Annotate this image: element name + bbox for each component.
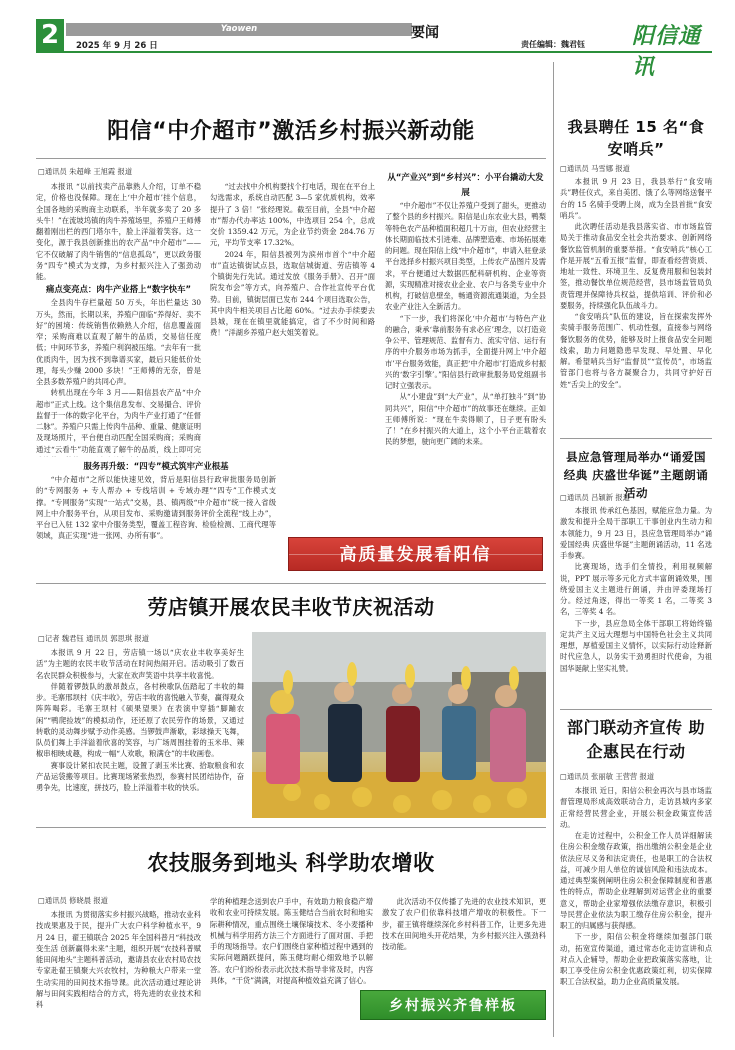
article1-col2 <box>210 181 375 457</box>
right-column-rule <box>553 62 554 1037</box>
right2-para: 比赛现场，选手们全情投，利用视频解说，PPT 展示等多元化方式丰富朗诵效果，围绕爱国主义主题进行朗诵，并由评委现场打分。经过角逐，得出一等奖 1 名，二等奖 3 名，三等奖 4 名。 <box>560 562 712 617</box>
right3-para: 在走访过程中，公积金工作人员详细解读住房公积金缴存政策，指出缴纳公积金是企业依法应尽义务和法定责任，也是职工的合法权益，可减少用人单位的诚信风险和违法成本。通过典型案例阐明住房公积金保障制度和普惠性的特点，帮助企业理解到对运营企业的重要意义，帮助企业家增强依法缴存意识，积极引导民营企业依法为职工缴存住房公积金，提升职工的归属感与获得感。 <box>560 831 712 930</box>
article1-col1-para: 全县肉牛存栏量超 50 万头，年出栏量达 30 万头，然而，长期以来，养殖户面临“养得好、卖不好”的困境：传统销售依赖熟人介绍，信息覆盖面窄；采购商难以直观了解牛的品质，交易信任度低；中间环节多，养殖户利润被压缩。“去年有一批优质肉牛，因为找不到靠谱买家，最后只能低价处理，每头少赚 2000 多块！”王师傅的无奈，曾是全县多数养殖户的共同心声。 <box>36 298 201 386</box>
article1-col2-para: “过去找中介机构要找个打电话，现在在平台上勾选需求，系统自动匹配 3—5 家优质机构，效率提升了 3 倍！”张经理说。截至目前，全县“中介超市”帮办代办率达 100%，中选项目 254 个，总成交价 1359.42 万元，为企业节约资金 284.76 万元，平均节支率 17.32%。 <box>210 182 375 248</box>
section-divider <box>560 709 712 710</box>
article3-col3 <box>382 896 546 978</box>
article1-col3-para: “中介超市”不仅让养殖户受到了甜头，更推动了整个县的乡村振兴。阳信是山东农业大县，鸭梨等特色农产品种植面积超几十万亩，但农业经营主体长期面临技术引进难、品牌塑造难、市场拓展难的问题。现在阳信上线“中介超市”，申请入驻登录平台选择乡村振兴项目类型，上传农产品图片及需求，平台便通过大数据匹配科研机构、企业等资源，实现精准对接农业企业、农户与各类专业中介机构，打破信息壁垒，畅通资源流通渠道，为全县农业产业注入全新活力。 <box>385 201 546 312</box>
article1-col3-para: “下一步，我们将深化‘中介超市’与特色产业的融合，秉承‘靠前服务有求必应’理念，以打造竞争公平、管理规范、监督有力、流实守信、运行有序的中介服务市场为抓手，全面提升网上‘中介超市’平台服务效能，真正把‘中介超市’打造成乡村振兴的‘数字引擎’。”阳信县行政审批服务局党组副书记时立强表示。 <box>385 313 546 390</box>
article3-col1 <box>36 909 201 1035</box>
article2-para: 本报讯 9 月 22 日，劳店镇一场以“庆农业丰收享美好生活”为主题的农民丰收节活动在时间热闹开启。活动吸引了数百名农民群众积极参与，大家在欢声笑语中共享丰收喜悦。 <box>36 648 244 680</box>
article3-para: 学的种植理念送到农户手中，有效助力粮食稳产增收和农业可持续发展。陈玉健结合当前农时和地实际耕种情况，重点围绕土壤保墒技术、冬小麦播种机械与科学用药方法三个方面进行了面对面、手把手的现场指导。农户们围绕自家种植过程中遇到的实际问题踊跃提问，陈玉健均耐心细致地予以解答。农户们纷纷表示此次技术指导非常及时，内容具体，“干货”满满，对提高种植效益充满了信心。 <box>210 897 373 985</box>
right1-byline: □通讯员 马雪娜 报道 <box>560 164 630 173</box>
article3-col2 <box>210 896 373 1035</box>
right2-para: 下一步，县应急局全体干部职工将始终锚定共产主义远大理想与中国特色社会主义共同理想，厚植爱国主义情怀，以实际行动诠释新时代应急人，以务实干劲勇担时代使命，为祖国华诞献上坚实礼赞。 <box>560 618 712 673</box>
right3-para: 本报讯 近日，阳信公积金再次与县市场监督管理局形成高效联动合力，走访县城内多家正常经营民营企业，开展公积金政策宣传活动。 <box>560 786 712 829</box>
article2-para: 伴随着锣鼓队的激昂鼓点，各村秧歌队伍踏起了丰收的舞步。毛寨邢坝村《庆丰收》，劳店丰收的喜悦融入节奏，赢得观众阵阵喝彩。毛寨王坝村《硕果望果》在表演中穿插“脚蹦农闲”“鸭爬捡坡”的模拟动作，还还原了农民劳作的场景，又通过转歌的灵动舞步赋予动作美感。当锣鼓声渐歇，彩球操天飞舞，队员们舞上手洋溢着欣喜的笑容，与广场周围挂着的玉米串、辣椒串相映成趣，构成一幅“人欢歌，粮满仓”的丰收画卷。 <box>36 681 244 759</box>
article1-subhead2: 服务再升级：“四专”模式筑牢产业根基 <box>83 461 229 471</box>
section-divider <box>36 583 546 584</box>
article2-body <box>36 647 244 819</box>
section-title: 要闻 <box>411 25 439 41</box>
issue-date: 2025 年 9 月 26 日 <box>76 41 158 51</box>
article1-col2-para: 2024 年，阳信县被列为滨州市首个“中介超市”直达镇街试点县，选取信城街道、劳店镇等 4 个镇街先行先试。通过发放《服务手册》、召开“面院发布会”等方式，向养殖户、合作社宣传平台优势。目前，镇街层面已发布 244 个项目选取公告，其中肉牛相关项目占比超 60%。“过去办手续要去县城，现在在镇里就能搞定，省了不少时间和路费！”洋湖乡养殖户赵大姐笑着说。 <box>210 249 375 338</box>
article1-subhead3: 从“产业兴”到“乡村兴”：小平台撬动大发展 <box>387 172 544 197</box>
right1-para: “食安哨兵”队伍的建设，旨在探索发挥外卖骑手服务范围广、机动性强，直接参与网络餐饮服务的优势，能够及时上报食品安全问题线索，助力问题隐患早发现、早处置、早化解。希望哨兵当好“监督员”“宣传员”，市场监管部门也将与各方凝聚合力，共同守护好百姓“舌尖上的安全”。 <box>560 312 712 389</box>
right1-para: 本报讯 9 月 23 日，我县举行“食安哨兵”聘任仪式，来自美团、饿了么等网络送餐平台的 15 名骑手受聘上岗，成为全县首批“食安哨兵”。 <box>560 177 712 220</box>
right2-byline: □通讯员 吕颖新 报道 <box>560 493 630 502</box>
article1-col2-left <box>36 459 276 579</box>
right3-headline: 部门联动齐宣传 助企惠民在行动 <box>566 718 706 761</box>
section-en-strip: Yaowen <box>66 23 412 36</box>
article1-col1 <box>36 181 201 457</box>
article2-byline: □记者 魏君钰 通讯员 郭思琪 报道 <box>38 634 150 643</box>
article3-byline: □通讯员 修晓晨 报道 <box>38 896 108 905</box>
right1-headline: 我县聘任 15 名“食安哨兵” <box>567 118 705 158</box>
article1-col2-para: “中介超市”之所以能快速见效，背后是阳信县行政审批服务局创新的“专网服务 + 专人帮办 + 专线培训 + 专域办理”“四专”工作模式支撑。“专网服务”实现“一站式”交易，县、镇两级“中介超市”统一接入省级网上中介服务平台，从项目发布、采购邀请到服务评价全流程“线上办”，平台已入驻 132 家中介服务类型，覆盖工程咨询、检验检测、工商代理等领域，真正实现“进一张网、办所有事”。 <box>36 475 276 541</box>
section-divider <box>560 438 712 439</box>
right3-body <box>560 785 712 1035</box>
right1-para: 此次聘任活动是我县落实省、市市场监管局关于推动食品安全社会共治要求、创新网络餐饮监管机制的重要举措。“食安哨兵”核心工作是开展“五看五报”监督，即查看经营资质、地址一致性、环境卫生、反复费用服和包装封签，推动餐饮单位规范经营，县市场监管局负责管理并保障待兵权益，提供培训、评价和必要服务，持续强化队伍战斗力。 <box>560 222 712 310</box>
page-number-box: 2 <box>36 19 64 51</box>
article1-rule <box>36 158 546 159</box>
right2-para: 本报讯 传承红色基因，赋能应急力量。为激发和提升全局干部职工干事创业内生动力和本领能力，9 月 23 日，县应急管理局举办“诵爱国经典 庆盛世华诞”主题朗诵活动，11 名选手参赛。 <box>560 506 712 560</box>
banner-village <box>360 990 546 1020</box>
header-bar <box>36 19 712 80</box>
right3-byline: □通讯员 张丽敏 王营营 报道 <box>560 772 655 781</box>
article3-para: 此次活动不仅传播了先进的农业技术知识，更激发了农户们依靠科技增产增收的积极性。下一步，翟王镇将继续深化乡村科普工作，让更多先进技术在田间地头开花结果，为乡村振兴注入强劲科技动能。 <box>382 897 546 951</box>
paper-logo: 阳信通讯 <box>632 23 702 80</box>
article2-headline: 劳店镇开展农民丰收节庆祝活动 <box>147 595 435 619</box>
article3-headline: 农技服务到地头 科学助农增收 <box>147 851 435 875</box>
banner-high-quality-text: 高质量发展看阳信 <box>339 545 492 565</box>
section-divider <box>36 827 546 828</box>
article1-col1-para: 本报讯 “以前找卖产品靠熟人介绍，订单不稳定，价格也没保障。现在上‘中介超市’挂个信息，全国各地的采购商主动联系，半年就多卖了 20 多头牛！”在流坡坞镇的肉牛养殖场里，养殖户王师傅翻着刚出栏的西门塔尔牛，脸上洋溢着笑容。这一变化，源于我县创新推出的农产品“中介超市”——它不仅破解了肉牛销售的“信息孤岛”，更以政务服务“四专”模式为支撑，为乡村振兴注入了强劲动能。 <box>36 182 201 281</box>
right2-headline: 县应急管理局举办“诵爱国经典 庆盛世华诞”主题朗诵活动 <box>563 450 709 500</box>
banner-high-quality <box>288 537 543 571</box>
harvest-photo-art <box>252 632 546 818</box>
article1-subhead1: 痛点变亮点：肉牛产业搭上“数字快车” <box>45 284 191 295</box>
article1-col1-para: 转机出现在今年 3 月——阳信县农产品“中介超市”正式上线。这个集信息发布、交易撮合、评价监督于一体的数字化平台，为肉牛产业打通了“任督二脉”。养殖户只需上传肉牛品种、重量、健康证明及现场照片，平台便自动匹配全国采购商；采购商通过“云看牛”功能直观了解牛的品质，线上即可完 <box>36 388 201 454</box>
article1-byline: □通讯员 朱超峰 王旭霞 报道 <box>38 167 133 176</box>
article2-para: 赛事设计紧扣农民主题，设置了剥玉米比赛、拾取粮食和农产品运袋搬等项目。比赛现场紧张热烈，参赛村民团结协作，奋勇争先，比速度，拼技巧，脸上洋溢着丰收的快乐。 <box>36 760 244 792</box>
right3-para: 下一步，阳信公积金将继续加强部门联动，拓宽宣传渠道，通过常态化走访宣讲和点对点入企辅导，帮助企业把政策落实落地，让职工享受住房公积金优惠政策红利，切实保障职工合法权益，助力企业高质量发展。 <box>560 932 712 987</box>
right1-body <box>560 176 712 432</box>
article3-para: 本报讯 为贯彻落实乡村振兴战略，推动农业科技成果惠及于民，提升广大农户科学种植水平，9 月 24 日，翟王镇联合 2025 年全国科普月“科技改变生活 创新赢得未来”主题，组织开展“农技科普赋能田间地头”主题科普活动，邀请县农业农村局农技专家赴翟王镇聚大兴农牧村，为种粮大户带来一堂生动实用的田间技术指导课。此次活动通过理论讲解与田间实践相结合的方式，将先进的农业技术和科 <box>36 910 201 1009</box>
banner-village-text: 乡村振兴齐鲁样板 <box>389 998 517 1014</box>
article1-col3-para: 从“小建盘”到“大产业”，从“单打独斗”到“协同共兴”，阳信“中介超市”的故事还在继续。正如王师傅所说：“现在牛卖得顺了，日子更有盼头了！”在乡村振兴的大道上，这个小平台正载着农民的梦想，驶向更广阔的未来。 <box>385 392 546 447</box>
article1-headline: 阳信“中介超市”激活乡村振兴新动能 <box>107 119 475 144</box>
article1-col3 <box>385 170 546 500</box>
editor-credit: 责任编辑：魏君钰 <box>521 40 585 49</box>
right2-body <box>560 505 712 705</box>
harvest-photo <box>252 632 546 818</box>
